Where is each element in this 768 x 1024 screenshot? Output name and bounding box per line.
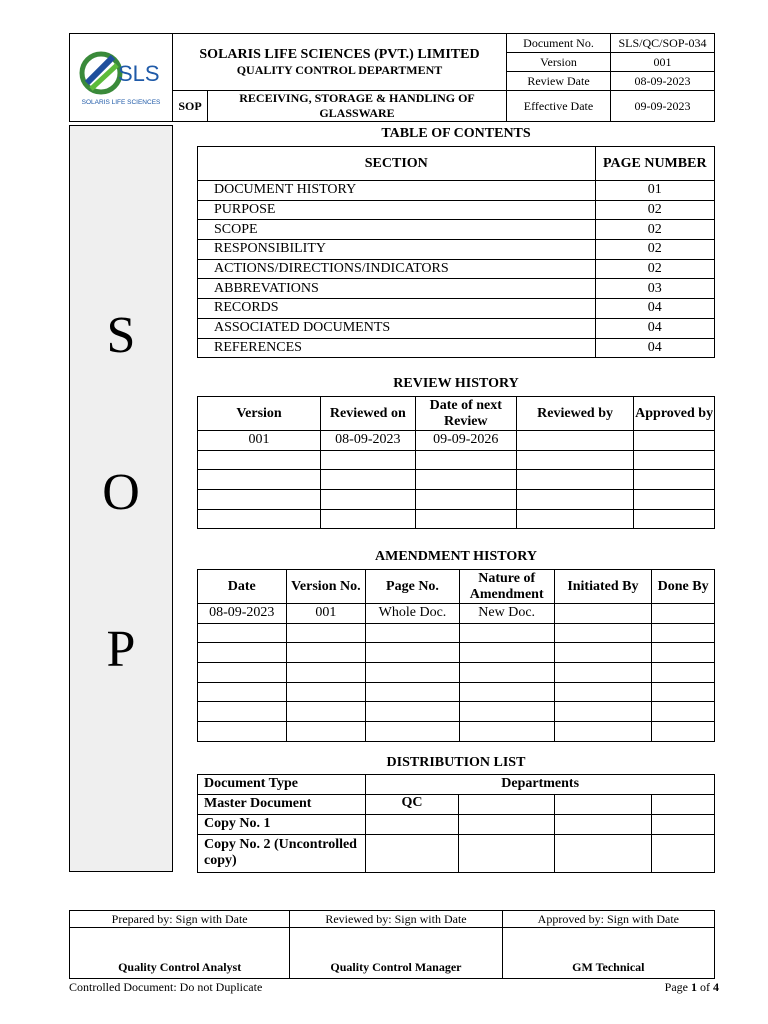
toc-row [198, 338, 715, 358]
amendment-cell [554, 604, 652, 624]
review-cell [634, 490, 715, 510]
distribution-row [198, 794, 715, 814]
review-cell: 001 [198, 431, 321, 451]
review-cell [415, 490, 516, 510]
amendment-cell [286, 623, 366, 643]
review-table [197, 396, 715, 529]
page-of: of [700, 980, 710, 994]
amend-col-nature: Nature of Amendment [459, 570, 554, 604]
amendment-cell [198, 643, 287, 663]
meta-key: Effective Date [507, 91, 611, 122]
amendment-cell [554, 663, 652, 683]
amendment-cell [554, 722, 652, 742]
amendment-row [198, 623, 715, 643]
toc-section: ABBREVATIONS [198, 279, 596, 299]
amendment-cell [459, 682, 554, 702]
amendment-cell [652, 663, 715, 683]
review-title: REVIEW HISTORY [393, 376, 519, 391]
review-cell [198, 470, 321, 490]
review-cell [634, 431, 715, 451]
logo-text: SLS [118, 60, 160, 86]
approved-role: GM Technical [502, 928, 714, 979]
review-cell [516, 450, 633, 470]
amendment-cell [652, 722, 715, 742]
review-cell [415, 450, 516, 470]
amendment-row [198, 604, 715, 624]
amendment-cell [366, 722, 460, 742]
meta-value: SLS/QC/SOP-034 [611, 34, 715, 53]
toc-page: 03 [595, 279, 714, 299]
amendment-cell [366, 663, 460, 683]
review-cell [321, 509, 416, 529]
amendment-cell [652, 702, 715, 722]
document-header [69, 33, 715, 122]
sls-logo-icon [73, 43, 169, 109]
prepared-role: Quality Control Analyst [70, 928, 290, 979]
toc-section: RESPONSIBILITY [198, 240, 596, 260]
amendment-cell [459, 623, 554, 643]
amendment-cell [459, 643, 554, 663]
prepared-label: Prepared by: Sign with Date [70, 911, 290, 928]
review-col-reviewed-by: Reviewed by [516, 397, 633, 431]
toc-row [198, 240, 715, 260]
amendment-cell [459, 722, 554, 742]
review-row [198, 509, 715, 529]
page-number [665, 980, 719, 995]
amendment-cell: 001 [286, 604, 366, 624]
company-logo [70, 34, 173, 122]
toc-section: PURPOSE [198, 200, 596, 220]
toc-page: 04 [595, 318, 714, 338]
review-cell [634, 509, 715, 529]
logo-caption: SOLARIS LIFE SCIENCES [81, 98, 161, 106]
amendment-cell [554, 702, 652, 722]
toc-section: RECORDS [198, 299, 596, 319]
amendment-cell [554, 623, 652, 643]
meta-key: Review Date [507, 72, 611, 91]
amendment-row [198, 643, 715, 663]
toc-row [198, 200, 715, 220]
amendment-cell [198, 663, 287, 683]
review-cell [415, 470, 516, 490]
review-col-version: Version [198, 397, 321, 431]
amendment-cell [198, 623, 287, 643]
approved-label: Approved by: Sign with Date [502, 911, 714, 928]
amend-col-done: Done By [652, 570, 715, 604]
signature-footer [69, 910, 715, 979]
toc-row [198, 220, 715, 240]
amendment-cell: 08-09-2023 [198, 604, 287, 624]
toc-section: ASSOCIATED DOCUMENTS [198, 318, 596, 338]
amend-col-date: Date [198, 570, 287, 604]
review-cell [516, 509, 633, 529]
review-cell [198, 490, 321, 510]
review-col-approved-by: Approved by [634, 397, 715, 431]
distribution-row [198, 834, 715, 872]
dist-dept-cell [458, 814, 554, 834]
distribution-title: DISTRIBUTION LIST [386, 755, 526, 770]
toc-page: 04 [595, 338, 714, 358]
review-row [198, 450, 715, 470]
amendment-row [198, 702, 715, 722]
review-cell [321, 470, 416, 490]
dist-dept-cell [555, 814, 652, 834]
amendment-row [198, 682, 715, 702]
amendment-cell [286, 682, 366, 702]
dist-doc-type: Master Document [198, 794, 366, 814]
review-cell: 08-09-2023 [321, 431, 416, 451]
meta-value: 09-09-2023 [611, 91, 715, 122]
side-letter: O [102, 464, 140, 521]
toc-row [198, 279, 715, 299]
dist-doc-type: Copy No. 1 [198, 814, 366, 834]
amendment-cell [198, 682, 287, 702]
review-cell [516, 431, 633, 451]
page-total: 4 [713, 980, 719, 994]
sop-title: RECEIVING, STORAGE & HANDLING OF GLASSWARE [208, 91, 507, 122]
dist-dept-cell [555, 794, 652, 814]
amend-col-page: Page No. [366, 570, 460, 604]
review-cell: 09-09-2026 [415, 431, 516, 451]
toc-title: TABLE OF CONTENTS [381, 126, 531, 141]
toc-section: SCOPE [198, 220, 596, 240]
toc-page: 02 [595, 200, 714, 220]
review-row [198, 490, 715, 510]
review-cell [516, 490, 633, 510]
review-col-reviewed-on: Reviewed on [321, 397, 416, 431]
amendment-table [197, 569, 715, 742]
review-col-next-review: Date of next Review [415, 397, 516, 431]
dist-col-type: Document Type [198, 775, 366, 795]
review-cell [198, 509, 321, 529]
amendment-cell [652, 623, 715, 643]
amend-col-initiated: Initiated By [554, 570, 652, 604]
amendment-cell [366, 643, 460, 663]
amendment-cell [286, 663, 366, 683]
amendment-cell [286, 702, 366, 722]
amendment-cell: Whole Doc. [366, 604, 460, 624]
dist-dept-cell [652, 814, 715, 834]
amendment-cell [366, 702, 460, 722]
dist-col-departments: Departments [366, 775, 715, 795]
page-prefix: Page [664, 980, 688, 994]
dist-dept-cell: QC [366, 794, 458, 814]
meta-value: 001 [611, 53, 715, 72]
toc-col-page: PAGE NUMBER [595, 147, 714, 181]
amendment-cell [652, 643, 715, 663]
side-letter: S [106, 307, 136, 364]
review-cell [516, 470, 633, 490]
dist-dept-cell [366, 834, 458, 872]
amendment-cell: New Doc. [459, 604, 554, 624]
toc-page: 02 [595, 240, 714, 260]
toc-row [198, 318, 715, 338]
review-cell [321, 490, 416, 510]
side-letter: P [106, 621, 136, 678]
review-cell [415, 509, 516, 529]
toc-section: DOCUMENT HISTORY [198, 181, 596, 201]
amendment-cell [198, 722, 287, 742]
toc-page: 02 [595, 220, 714, 240]
dist-doc-type: Copy No. 2 (Uncontrolled copy) [198, 834, 366, 872]
meta-value: 08-09-2023 [611, 72, 715, 91]
review-cell [634, 470, 715, 490]
amendment-cell [366, 623, 460, 643]
toc-section: ACTIONS/DIRECTIONS/INDICATORS [198, 259, 596, 279]
toc-page: 01 [595, 181, 714, 201]
amendment-cell [554, 682, 652, 702]
toc-page: 02 [595, 259, 714, 279]
amendment-cell [459, 663, 554, 683]
reviewed-role: Quality Control Manager [290, 928, 502, 979]
sop-side-bar [69, 125, 173, 872]
amendment-cell [286, 643, 366, 663]
page-current: 1 [691, 980, 697, 994]
amendment-title: AMENDMENT HISTORY [375, 549, 537, 564]
distribution-row [198, 814, 715, 834]
sop-label: SOP [173, 91, 208, 122]
review-cell [634, 450, 715, 470]
review-row [198, 470, 715, 490]
amendment-row [198, 663, 715, 683]
amendment-cell [286, 722, 366, 742]
department-name: QUALITY CONTROL DEPARTMENT [236, 62, 443, 77]
meta-key: Document No. [507, 34, 611, 53]
amendment-cell [459, 702, 554, 722]
dist-dept-cell [652, 834, 715, 872]
dist-dept-cell [458, 834, 554, 872]
toc-section: REFERENCES [198, 338, 596, 358]
review-cell [198, 450, 321, 470]
amendment-cell [198, 702, 287, 722]
dist-dept-cell [652, 794, 715, 814]
toc-table [197, 146, 715, 358]
review-cell [321, 450, 416, 470]
meta-key: Version [507, 53, 611, 72]
dist-dept-cell [555, 834, 652, 872]
toc-col-section: SECTION [198, 147, 596, 181]
controlled-note: Controlled Document: Do not Duplicate [69, 980, 263, 994]
review-row [198, 431, 715, 451]
distribution-table [197, 774, 715, 873]
amendment-row [198, 722, 715, 742]
amendment-cell [366, 682, 460, 702]
amend-col-version: Version No. [286, 570, 366, 604]
toc-row [198, 299, 715, 319]
amendment-cell [652, 604, 715, 624]
toc-page: 04 [595, 299, 714, 319]
dist-dept-cell [366, 814, 458, 834]
dist-dept-cell [458, 794, 554, 814]
company-name: SOLARIS LIFE SCIENCES (PVT.) LIMITED [199, 46, 480, 62]
amendment-cell [554, 643, 652, 663]
toc-row [198, 259, 715, 279]
toc-row [198, 181, 715, 201]
reviewed-label: Reviewed by: Sign with Date [290, 911, 502, 928]
amendment-cell [652, 682, 715, 702]
